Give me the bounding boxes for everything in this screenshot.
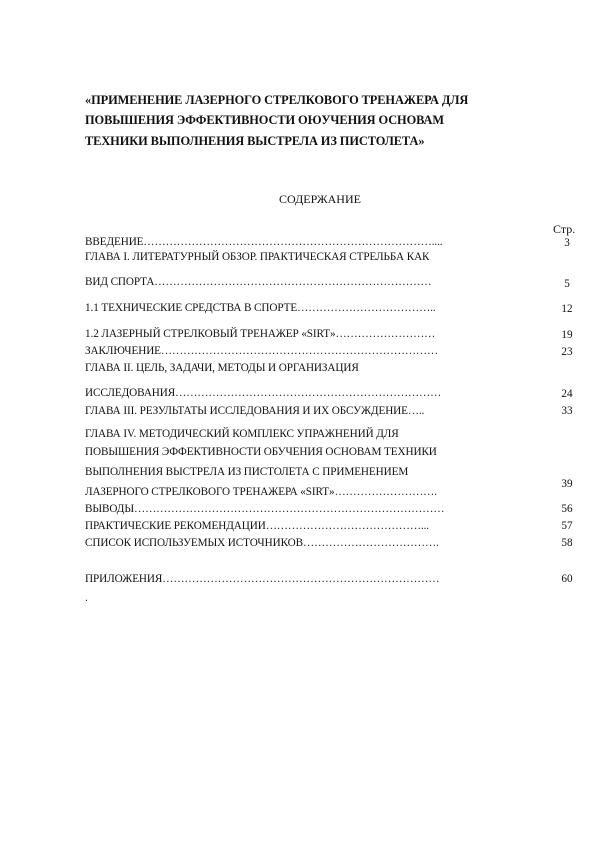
contents-heading: СОДЕРЖАНИЕ: [279, 192, 361, 206]
toc-line-appendices: ПРИЛОЖЕНИЯ…………………………………………………………………: [85, 573, 440, 585]
document-title-line-3: ТЕХНИКИ ВЫПОЛНЕНИЯ ВЫСТРЕЛА ИЗ ПИСТОЛЕТА»: [85, 134, 425, 148]
toc-line-chapter-2-cont: ИССЛЕДОВАНИЯ………………………………………………………………: [85, 387, 442, 399]
toc-line-chapter-4-cont-1: ПОВЫШЕНИЯ ЭФФЕКТИВНОСТИ ОБУЧЕНИЯ ОСНОВАМ ТЕХНИКИ: [85, 446, 437, 458]
page-number-recommendations: 57: [561, 520, 573, 532]
page-number-section-1-2: 19: [561, 329, 573, 341]
toc-line-recommendations: ПРАКТИЧЕСКИЕ РЕКОМЕНДАЦИИ……………………………………...: [85, 520, 430, 532]
page-number-conclusion: 23: [561, 346, 573, 358]
toc-line-references: СПИСОК ИСПОЛЬЗУЕМЫХ ИСТОЧНИКОВ……………………………….: [85, 537, 439, 549]
toc-line-chapter-2: ГЛАВА II. ЦЕЛЬ, ЗАДАЧИ, МЕТОДЫ И ОРГАНИЗАЦИЯ: [85, 362, 359, 374]
toc-line-chapter-1-cont: ВИД СПОРТА…………………………………………………………………: [85, 276, 432, 288]
toc-line-chapter-4: ГЛАВА IV. МЕТОДИЧЕСКИЙ КОМПЛЕКС УПРАЖНЕНИЙ ДЛЯ: [85, 428, 399, 440]
toc-line-conclusion: ЗАКЛЮЧЕНИЕ…………………………………………………………………: [85, 345, 439, 357]
toc-line-section-1-2: 1.2 ЛАЗЕРНЫЙ СТРЕЛКОВЫЙ ТРЕНАЖЕР «SIRT»………………………: [85, 328, 436, 340]
document-title-line-1: «ПРИМЕНЕНИЕ ЛАЗЕРНОГО СТРЕЛКОВОГО ТРЕНАЖЕРА ДЛЯ: [85, 93, 469, 107]
page-number-chapter-3: 33: [561, 405, 573, 417]
page-number-chapter-1: 5: [564, 278, 570, 290]
toc-line-chapter-3: ГЛАВА III. РЕЗУЛЬТАТЫ ИССЛЕДОВАНИЯ И ИХ ОБСУЖДЕНИЕ…..: [85, 405, 425, 417]
page-number-references: 58: [561, 537, 573, 549]
page-number-findings: 56: [561, 503, 573, 515]
page-number-chapter-2: 24: [561, 388, 573, 400]
toc-line-trailing-dot: .: [85, 592, 88, 604]
page-number-appendices: 60: [561, 573, 573, 585]
toc-line-section-1-1: 1.1 ТЕХНИЧЕСКИЕ СРЕДСТВА В СПОРТЕ………………………………..: [85, 302, 436, 314]
page-column-header: Стр.: [553, 222, 576, 236]
page-number-section-1-1: 12: [561, 303, 573, 315]
toc-line-introduction: ВВЕДЕНИЕ……………………………………………………………………....: [85, 236, 443, 248]
toc-line-chapter-1: ГЛАВА I. ЛИТЕРАТУРНЫЙ ОБЗОР. ПРАКТИЧЕСКАЯ СТРЕЛЬБА КАК: [85, 251, 430, 263]
page-number-introduction: 3: [564, 237, 570, 249]
page-number-chapter-4: 39: [561, 478, 573, 490]
toc-line-findings: ВЫВОДЫ…………………………………………………………………………: [85, 503, 445, 515]
toc-line-chapter-4-cont-2: ВЫПОЛНЕНИЯ ВЫСТРЕЛА ИЗ ПИСТОЛЕТА С ПРИМЕНЕНИЕМ: [85, 466, 409, 478]
toc-line-chapter-4-cont-3: ЛАЗЕРНОГО СТРЕЛКОВОГО ТРЕНАЖЕРА «SIRT»……………………….: [85, 486, 437, 498]
document-title-line-2: ПОВЫШЕНИЯ ЭФФЕКТИВНОСТИ ОЮУЧЕНИЯ ОСНОВАМ: [85, 113, 444, 127]
